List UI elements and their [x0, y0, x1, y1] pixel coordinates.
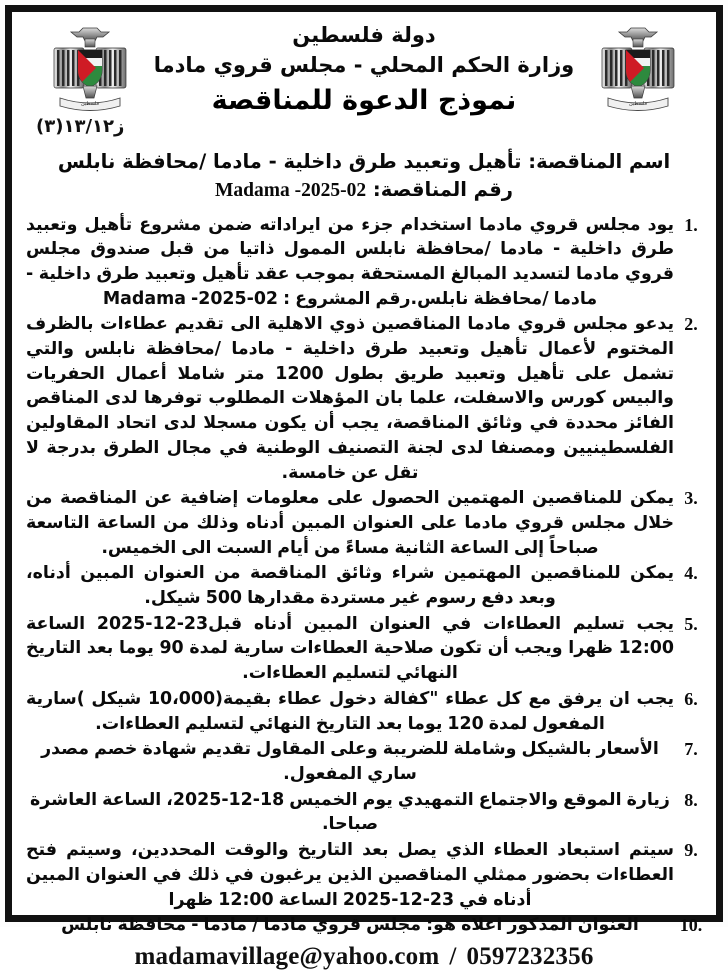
- clause-item: [26, 213, 704, 312]
- contact-line: [22, 943, 706, 971]
- clause-item: [26, 788, 704, 837]
- clause-number: 4.: [684, 563, 698, 584]
- tender-name-row: [22, 148, 706, 176]
- clause-number: 9.: [684, 840, 698, 861]
- tender-name-label: اسم المناقصة:: [528, 150, 671, 173]
- clause-number: 3.: [684, 488, 698, 509]
- clause-item: [26, 913, 704, 938]
- palestinian-coat-of-arms-icon-right: [598, 22, 678, 114]
- reference-number: ز١٣/١٢(٣): [36, 116, 125, 137]
- clause-item: [26, 687, 704, 736]
- clause-item: [26, 312, 704, 485]
- clause-item: [26, 612, 704, 686]
- document-header: [22, 16, 706, 146]
- clause-text: يدعو مجلس قروي مادما المناقصين ذوي الاهلية الى تقديم عطاءات بالظرف المختوم لأعمال تأهيل وتعبيد طرق داخلية - مادما /محافظة نابلس والتي تشمل على تأهيل وتعبيد طريق بطول 1200 متر شاملا أعمال الحفريات والبيس كورس والاسفلت، علما بان المؤهلات المطلوب توفرها لدى المناقص الفائز محددة في وثائق المناقصة، يجب أن يكون مسجلا لدى اتحاد المقاولين الفلسطينيين ومصنفا لدى لجنة التصنيف الوطنية في مجال الطرق بدرجة لا تقل عن خامسة.: [26, 314, 674, 483]
- contact-footer: [22, 939, 706, 979]
- tender-name-value: تأهيل وتعبيد طرق داخلية - مادما /محافظة نابلس: [57, 150, 522, 173]
- clause-text: سيتم استبعاد العطاء الذي يصل بعد التاريخ والوقت المحددين، وسيتم فتح العطاءات بحضور ممثلي المناقصين الذين يرغبون في ذلك في العنوان المبين أدناه في 23-12-2025 الساعة 12:00 ظهرا: [26, 840, 674, 910]
- clause-list: [22, 213, 706, 939]
- clause-text: العنوان المذكور اعلاه هو: مجلس قروي مادما / مادما - محافظة نابلس: [61, 915, 639, 936]
- clause-number: 8.: [684, 789, 698, 810]
- svg-text:فلسطين: فلسطين: [81, 101, 99, 107]
- clause-text: يود مجلس قروي مادما استخدام جزء من ايراداته ضمن مشروع تأهيل وتعبيد طرق داخلية - مادما /محافظة نابلس الممول ذاتيا من قبل صندوق مجلس قروي مادما لتسديد المبالغ المستحقة بموجب عقد تأهيل وتعبيد طرق داخلية - مادما /محافظة نابلس.رقم المشروع : Madama -2025-02: [26, 214, 674, 309]
- clause-number: 2.: [684, 314, 698, 335]
- clause-text: الأسعار بالشيكل وشاملة للضريبة وعلى المقاول تقديم شهادة خصم مصدر ساري المفعول.: [41, 739, 659, 784]
- document-title: نموذج الدعوة للمناقصة: [211, 84, 517, 116]
- tender-number-label: رقم المناقصة:: [372, 178, 513, 202]
- clause-item: [26, 486, 704, 560]
- contact-separator: /: [449, 942, 457, 970]
- clause-text: يجب ان يرفق مع كل عطاء "كفالة دخول عطاء بقيمة(10،000 شيكل )سارية المفعول لمدة 120 يوما بعد التاريخ النهائي لتسليم العطاءات.: [26, 688, 674, 734]
- svg-text:فلسطين: فلسطين: [629, 101, 647, 107]
- clause-number: 5.: [684, 613, 698, 634]
- clause-item: [26, 838, 704, 912]
- clause-number: 7.: [684, 739, 698, 760]
- palestinian-coat-of-arms-icon-left: [50, 22, 130, 114]
- clause-number: 10.: [679, 915, 703, 936]
- contact-phone[interactable]: 0597232356: [466, 942, 594, 970]
- ministry-line: وزارة الحكم المحلي - مجلس قروي مادما: [153, 53, 575, 78]
- tender-number-row: [22, 176, 706, 205]
- clause-text: يجب تسليم العطاءات في العنوان المبين أدناه قبل23-12-2025 الساعة 12:00 ظهرا ويجب أن تكون صلاحية العطاءات سارية لمدة 90 يوما بعد التاريخ النهائي لتسليم العطاءات.: [26, 613, 674, 684]
- tender-number-value: Madama -2025-02: [215, 180, 367, 202]
- clause-number: 6.: [684, 688, 698, 709]
- clause-item: [26, 737, 704, 786]
- tender-identity: [22, 148, 706, 206]
- state-name: دولة فلسطين: [292, 23, 436, 47]
- clause-text: زيارة الموقع والاجتماع التمهيدي يوم الخميس 18-12-2025، الساعة العاشرة صباحا.: [30, 789, 670, 835]
- contact-email[interactable]: madamavillage@yahoo.com: [134, 942, 440, 970]
- clause-number: 1.: [684, 214, 698, 235]
- clause-item: [26, 561, 704, 610]
- clause-text: يمكن للمناقصين المهتمين شراء وثائق المناقصة من العنوان المبين أدناه، وبعد دفع رسوم غير مستردة مقدارها 500 شيكل.: [26, 563, 674, 609]
- clause-text: يمكن للمناقصين المهتمين الحصول على معلومات إضافية عن المناقصة من خلال مجلس قروي مادما على العنوان المبين أدناه وذلك من الساعة التاسعة صباحاً إلى الساعة الثانية مساءً من أيام السبت الى الخميس.: [26, 488, 674, 558]
- document-frame: [5, 5, 723, 970]
